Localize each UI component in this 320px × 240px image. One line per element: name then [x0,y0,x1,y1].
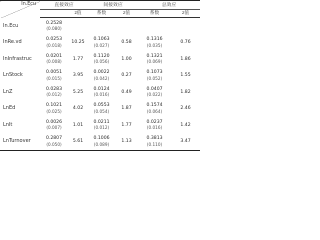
group-header-direct: 直接效应 [40,1,88,10]
coef-value: 0.1321 [146,53,163,59]
se-value: (0.012) [46,92,62,98]
se-value: (0.018) [46,42,62,48]
se-value: (0.008) [46,59,62,65]
coef-value: 0.0026 [45,119,63,125]
coef-value: 0.3813 [146,136,163,142]
se-value: (0.035) [146,42,163,48]
coef-cell [88,117,115,133]
coef-value: 0.0022 [93,70,110,76]
coef-value: 0.2807 [45,136,63,142]
sub-header-z-indirect: z值 [115,10,138,18]
z-cell: 0.27 [121,73,132,79]
coef-cell [138,51,171,67]
row-label: LnTurnover [0,133,40,150]
row-label: LnIt [3,121,13,128]
row-label: LnEd [3,105,16,112]
coef-cell [40,117,68,133]
se-value: (0.007) [46,125,62,131]
row-label: LnStock [3,72,23,79]
z-cell: 0.49 [121,89,132,95]
z-cell: 1.13 [115,133,138,150]
coef-value: 0.1063 [93,37,110,43]
coef-cell [88,35,115,51]
coef-cell [138,117,171,133]
row-label: InInfrastruc [3,55,32,62]
se-value: (0.012) [93,125,110,131]
se-value: (0.069) [146,59,163,65]
z-cell: 1.00 [121,56,132,62]
table-row [0,18,200,35]
coef-value: 0.1006 [93,136,110,142]
coef-value: 0.0407 [146,86,163,92]
coef-value: 0.1073 [146,70,163,76]
z-cell: 1.77 [72,56,84,62]
coef-value: 0.1574 [146,103,163,109]
se-value: (0.016) [93,92,110,98]
coef-cell [40,67,68,83]
table-row [0,100,200,116]
coef-value: 0.0051 [45,70,63,76]
table-row [0,67,200,83]
coef-value: 0.0211 [93,119,110,125]
coef-cell [88,84,115,100]
coef-cell [88,51,115,67]
group-header-indirect: 间接效应 [88,1,138,10]
z-cell [171,18,200,35]
se-value: (0.064) [146,108,163,114]
coef-cell [40,133,68,150]
table-row [0,117,200,133]
z-cell: 2.46 [180,106,191,112]
coef-cell [138,84,171,100]
coef-value: 0.0201 [45,53,63,59]
se-value: (0.056) [93,59,110,65]
sub-header-coef-indirect: 系数 [88,10,115,18]
z-cell: 1.01 [72,122,84,128]
coef-cell [40,100,68,116]
z-cell: 10.25 [71,40,85,46]
z-cell: 3.47 [171,133,200,150]
coef-cell [40,51,68,67]
row-label: InRe.vd [3,39,22,46]
sub-header-z-direct: z值 [68,10,88,18]
sub-header-coef-total: 系数 [138,10,171,18]
z-cell [68,18,88,35]
z-cell: 1.82 [180,89,191,95]
se-value: (0.050) [46,141,62,147]
table-row [0,84,200,100]
se-value: (0.022) [146,92,163,98]
group-header-total: 总效应 [138,1,200,10]
sub-header-z-total: z值 [171,10,200,18]
coef-cell [138,67,171,83]
coef-value: 0.0253 [45,37,63,43]
se-value: (0.080) [46,26,62,32]
row-label: In.Ecu [3,22,19,29]
table-row [0,51,200,67]
corner-label: In.Ecu [21,2,36,7]
z-cell: 1.86 [180,56,191,62]
z-cell: 0.76 [180,40,191,46]
coef-cell [88,18,115,35]
coef-value: 0.0237 [146,119,163,125]
se-value: (0.054) [93,108,110,114]
z-cell: 5.25 [72,89,84,95]
coef-value: 0.0553 [93,103,110,109]
z-cell [115,18,138,35]
table-row [0,35,200,51]
coef-value: 0.0283 [45,86,63,92]
coef-value: 0.0124 [93,86,110,92]
z-cell: 4.02 [72,106,84,112]
coef-cell [88,67,115,83]
z-cell: 1.87 [121,106,132,112]
z-cell: 0.58 [121,40,132,46]
coef-cell [40,84,68,100]
coef-cell [40,18,68,35]
coef-value: 0.2528 [45,20,63,26]
z-cell: 5.61 [68,133,88,150]
z-cell: 1.42 [180,122,191,128]
se-value: (0.052) [146,75,163,81]
coef-value: 0.1316 [146,37,163,43]
se-value: (0.016) [146,125,163,131]
coef-cell [138,18,171,35]
corner-header [0,1,40,18]
z-cell: 3.95 [72,73,84,79]
z-cell: 1.55 [180,73,191,79]
se-value: (0.027) [93,42,110,48]
regression-table [0,0,200,151]
se-value: (0.110) [146,141,163,147]
sub-header-coef-direct [40,10,68,18]
se-value: (0.015) [46,75,62,81]
table-row [0,133,200,150]
se-value: (0.042) [93,75,110,81]
coef-value: 0.1021 [45,103,63,109]
coef-cell [88,100,115,116]
coef-value: 0.1120 [93,53,110,59]
coef-cell [138,35,171,51]
se-value: (0.025) [46,108,62,114]
se-value: (0.089) [93,141,110,147]
coef-cell [88,133,115,150]
row-label: LnZ [3,88,13,95]
coef-cell [40,35,68,51]
coef-cell [138,100,171,116]
z-cell: 1.77 [121,122,132,128]
coef-cell [138,133,171,150]
